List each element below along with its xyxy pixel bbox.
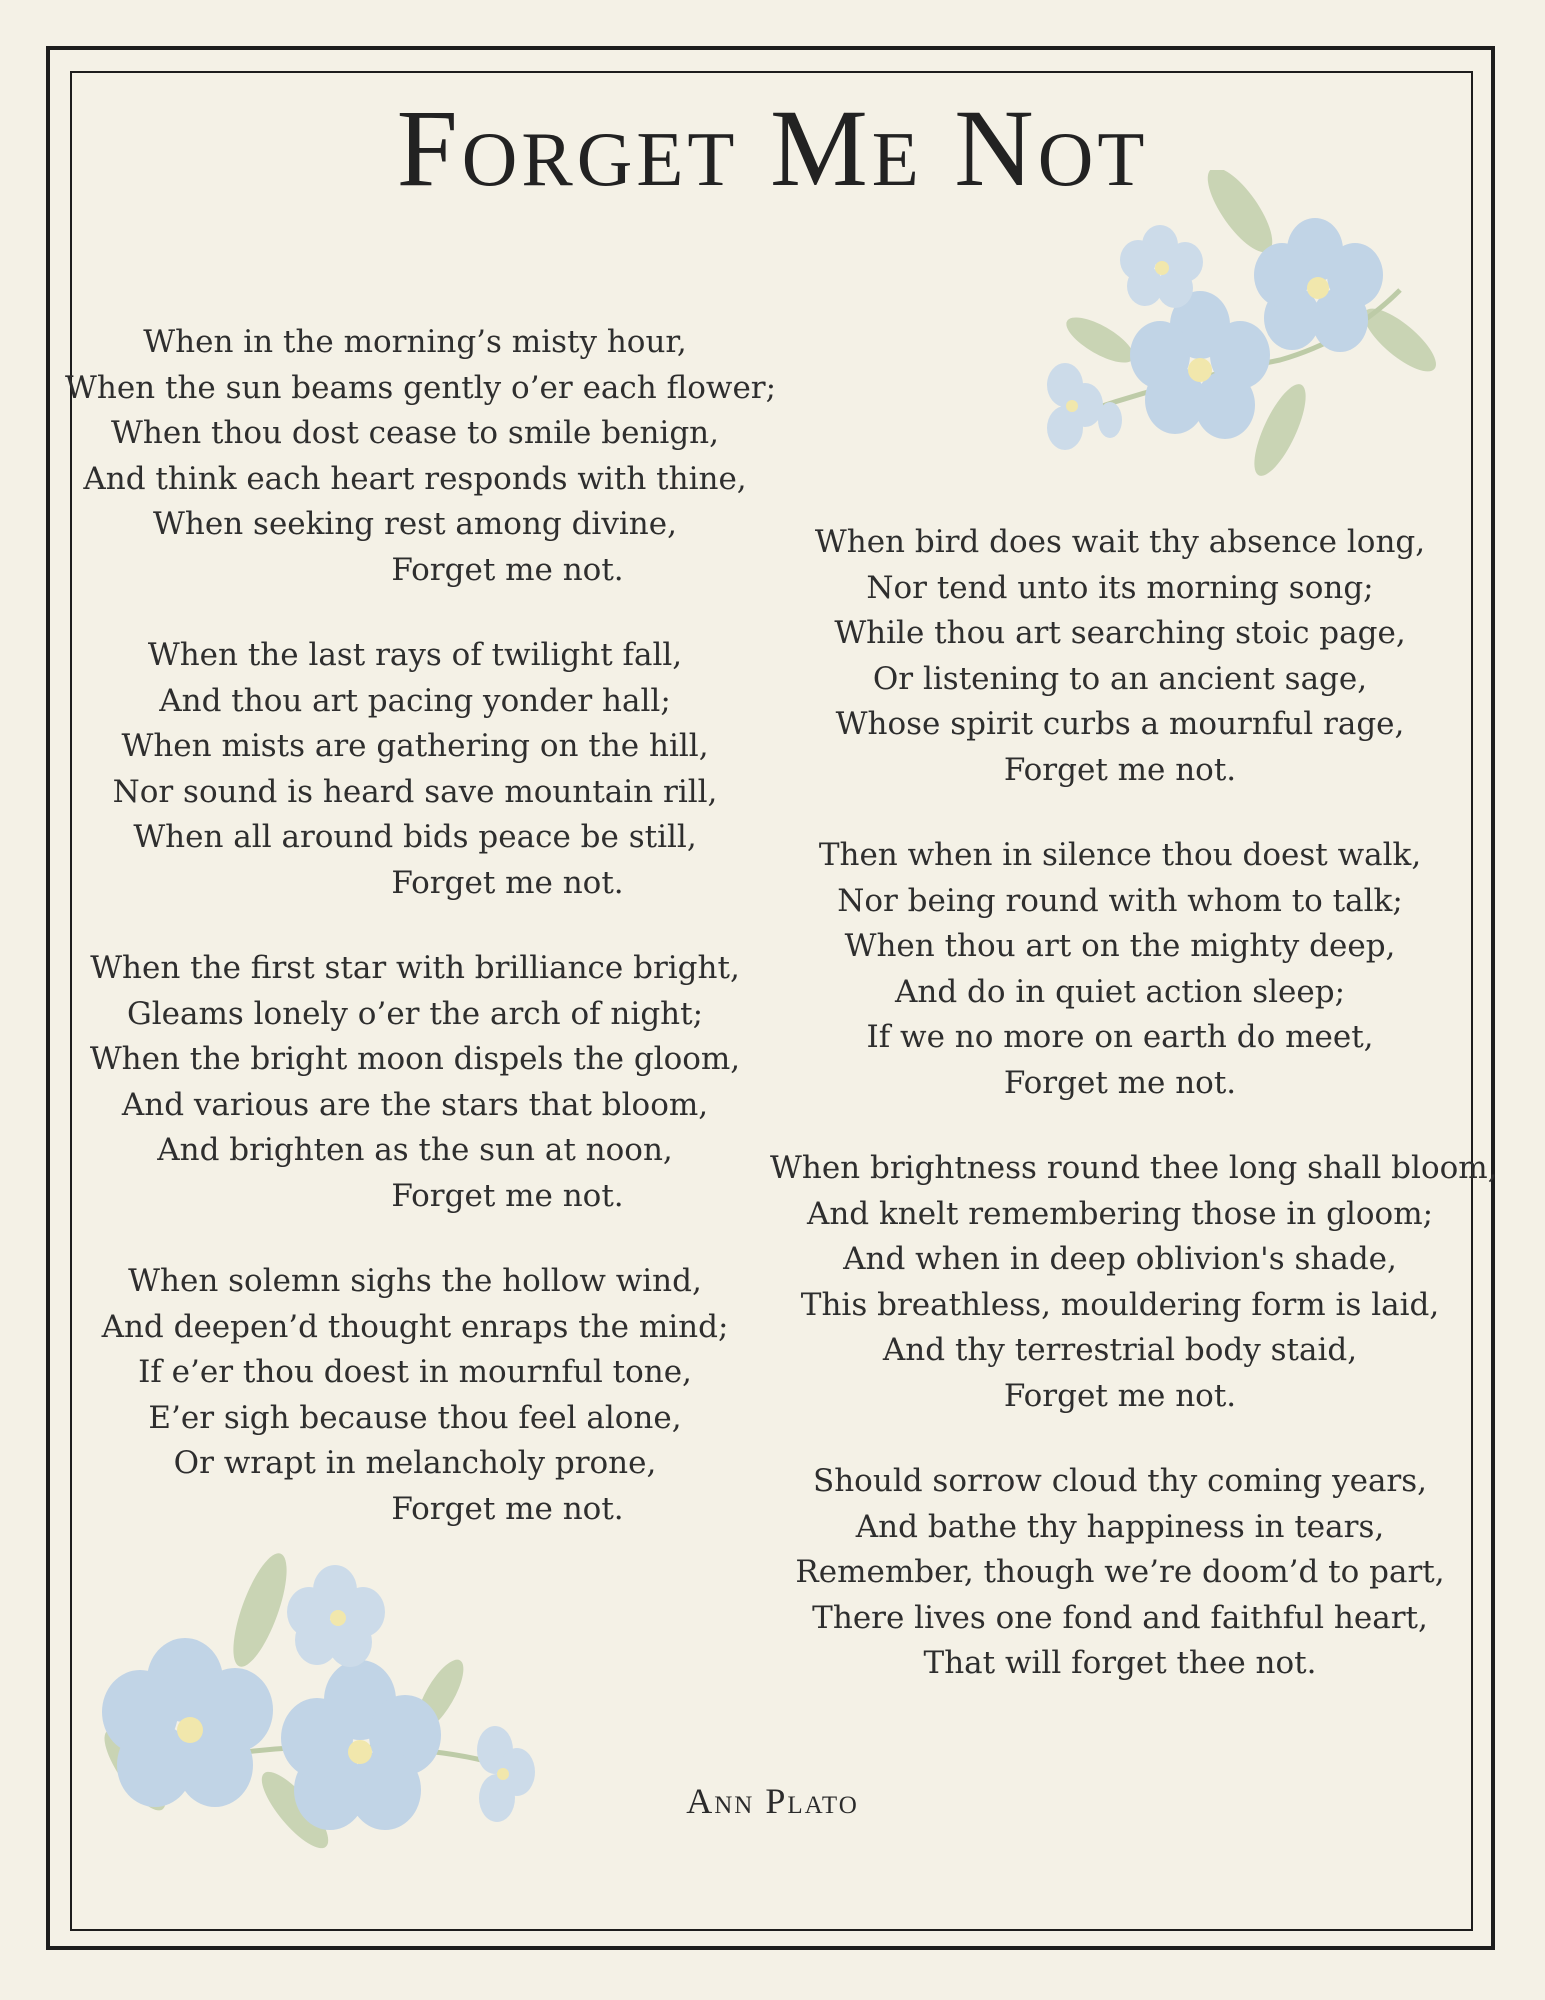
poem-title: Forget Me Not — [396, 87, 1149, 209]
poem-refrain-line: Forget me not. — [391, 551, 624, 588]
poem-line: And think each heart responds with thine, — [83, 460, 747, 497]
poem-refrain-line: Forget me not. — [391, 1177, 624, 1214]
poem-stanza — [770, 833, 1470, 1106]
poem-line: When the bright moon dispels the gloom, — [89, 1041, 741, 1077]
poem-line: When thou art on the mighty deep, — [844, 928, 1396, 964]
poem-line: When solemn sighs the hollow wind, — [128, 1263, 702, 1299]
poem-line: And knelt remembering those in gloom; — [806, 1195, 1434, 1232]
poem-right-column — [770, 520, 1498, 1727]
poem-line: That will forget thee not. — [923, 1645, 1317, 1681]
poem-line: When thou dost cease to smile benign, — [111, 415, 719, 451]
poem-line: And deepen’d thought enraps the mind; — [101, 1308, 729, 1345]
poem-line: And when in deep oblivion's shade, — [843, 1241, 1397, 1277]
poem-line: Whose spirit curbs a mournful rage, — [835, 706, 1405, 742]
poem-line: When all around bids peace be still, — [133, 819, 697, 855]
poem-line: And various are the stars that bloom, — [121, 1086, 709, 1123]
poem-stanza — [770, 1146, 1498, 1419]
poem-line: Gleams lonely o’er the arch of night; — [126, 995, 704, 1032]
poem-line: When bird does wait thy absence long, — [814, 524, 1426, 560]
poem-line: There lives one fond and faithful heart, — [812, 1599, 1428, 1636]
poem-line: Nor sound is heard save mountain rill, — [112, 773, 718, 810]
poem-line: Nor tend unto its morning song; — [866, 569, 1374, 606]
poem-line: And brighten as the sun at noon, — [157, 1132, 673, 1168]
poem-line: When in the morning’s misty hour, — [143, 324, 687, 360]
poem-line: When the last rays of twilight fall, — [147, 637, 683, 673]
poem-line: Or listening to an ancient sage, — [872, 660, 1368, 697]
poem-line: If e’er thou doest in mournful tone, — [138, 1354, 692, 1390]
poem-refrain-line: Forget me not. — [391, 864, 624, 901]
poem-line: If we no more on earth do meet, — [866, 1019, 1374, 1055]
poem-refrain-line: Forget me not. — [391, 1490, 624, 1527]
poem-stanza — [65, 946, 765, 1219]
poem-line: When mists are gathering on the hill, — [121, 728, 709, 764]
poem-stanza — [770, 520, 1470, 793]
poem-refrain-line: Forget me not. — [1003, 1377, 1237, 1414]
poem-line: Nor being round with whom to talk; — [837, 882, 1403, 919]
poem-line: And thou art pacing yonder hall; — [159, 682, 671, 719]
poem-line: When the sun beams gently o’er each flower; — [65, 369, 777, 406]
poem-line: Then when in silence thou doest walk, — [818, 837, 1422, 873]
poem-left-column — [65, 320, 777, 1572]
poem-line: This breathless, mouldering form is laid, — [800, 1286, 1440, 1323]
poem-line: When the first star with brilliance bright, — [90, 950, 740, 986]
poem-stanza — [65, 633, 765, 906]
poem-author: Ann Plato — [686, 1781, 859, 1821]
poem-line: When seeking rest among divine, — [153, 506, 677, 542]
forget-me-not-floral-top-right — [1030, 170, 1450, 490]
poem-line: When brightness round thee long shall bloom, — [770, 1150, 1498, 1186]
poem-line: While thou art searching stoic page, — [834, 615, 1406, 651]
poem-line: E’er sigh because thou feel alone, — [148, 1399, 682, 1436]
poem-refrain-line: Forget me not. — [1003, 751, 1237, 788]
poem-line: Should sorrow cloud thy coming years, — [812, 1463, 1428, 1499]
poem-stanza — [65, 320, 777, 593]
poem-stanza — [770, 1459, 1470, 1687]
poem-stanza — [65, 1259, 765, 1532]
poem-line: And do in quiet action sleep; — [894, 973, 1346, 1010]
poem-line: Or wrapt in melancholy prone, — [173, 1445, 657, 1481]
poem-line: And thy terrestrial body staid, — [882, 1332, 1358, 1368]
poem-line: And bathe thy happiness in tears, — [855, 1508, 1385, 1545]
poem-refrain-line: Forget me not. — [1003, 1064, 1237, 1101]
poem-line: Remember, though we’re doom’d to part, — [795, 1554, 1445, 1590]
